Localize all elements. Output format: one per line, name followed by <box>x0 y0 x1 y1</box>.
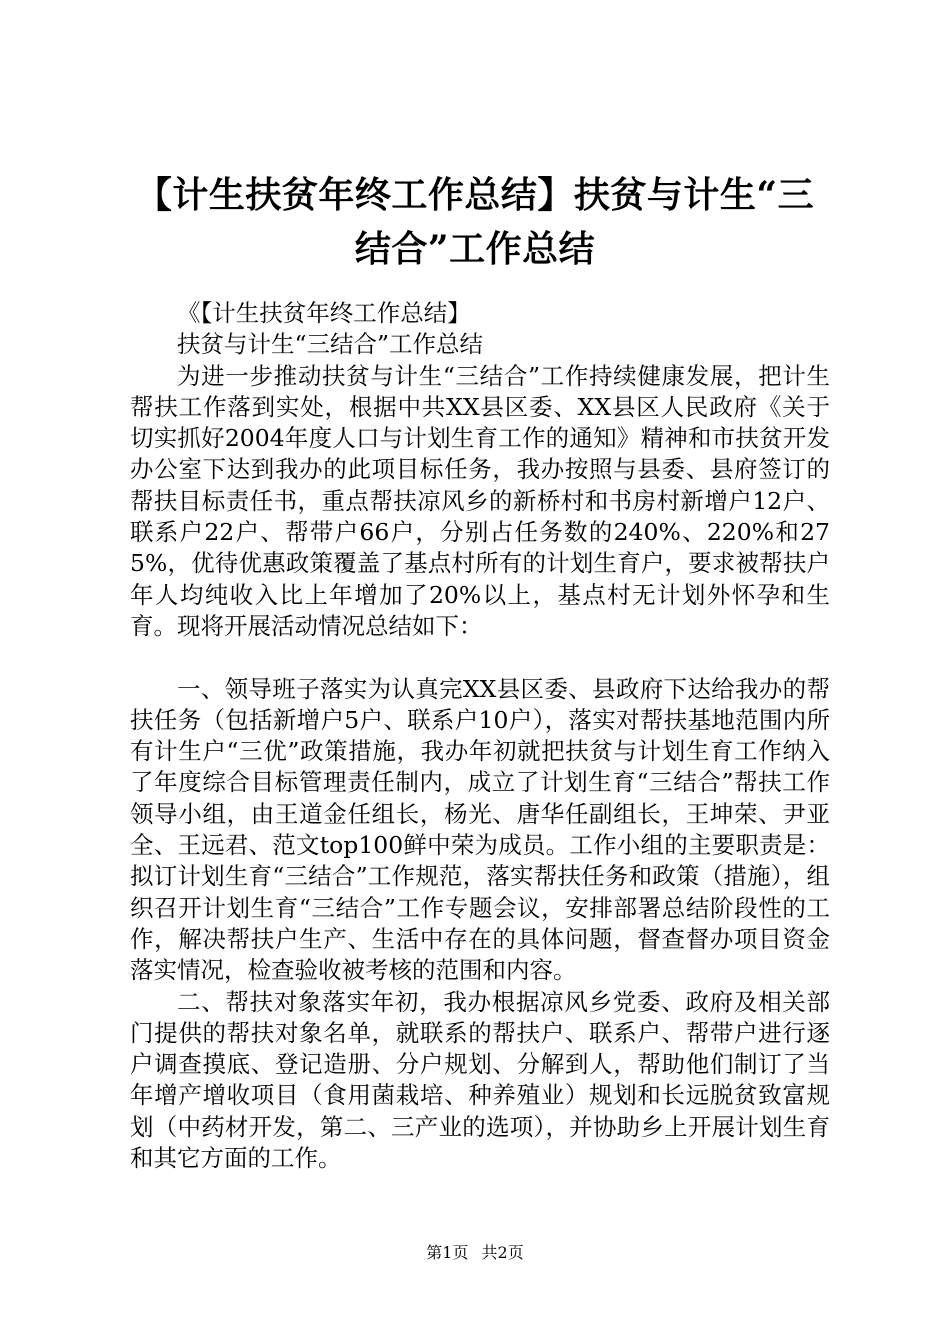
paragraph-section-1: 一、领导班子落实为认真完XX县区委、县政府下达给我办的帮扶任务（包括新增户5户、联系户10户），落实对帮扶基地范围内所有计生户“三优”政策措施，我办年初就把扶贫与计划生育工作纳入了年度综合目标管理责任制内，成立了计划生育“三结合”帮扶工作领导小组，由王道金任组长，杨光、唐华任副组长，王坤荣、尹亚全、王远君、范文top100鲜中荣为成员。工作小组的主要职责是：拟订计划生育“三结合”工作规范，落实帮扶任务和政策（措施），组织召开计划生育“三结合”工作专题会议，安排部署总结阶段性的工作，解决帮扶户生产、生活中存在的具体问题，督查督办项目资金落实情况，检查验收被考核的范围和内容。 <box>130 674 830 985</box>
document-title: 【计生扶贫年终工作总结】扶贫与计生“三结合”工作总结 <box>135 174 815 270</box>
page-footer <box>0 1243 950 1263</box>
paragraph-heading-1: 《【计生扶贫年终工作总结】 <box>177 299 471 327</box>
document-body <box>130 298 830 1174</box>
paragraph-intro: 为进一步推动扶贫与计生“三结合”工作持续健康发展，把计生帮扶工作落到实处，根据中共XX县区委、XX县区人民政府《关于切实抓好2004年度人口与计划生育工作的通知》精神和市扶贫开发办公室下达到我办的此项目标任务，我办按照与县委、县府签订的帮扶目标责任书，重点帮扶凉风乡的新桥村和书房村新增户12户、联系户22户、帮带户66户，分别占任务数的240%、220%和275%，优待优惠政策覆盖了基点村所有的计划生育户，要求被帮扶户年人均纯收入比上年增加了20%以上，基点村无计划外怀孕和生育。现将开展活动情况总结如下： <box>130 361 830 640</box>
paragraph-section-2: 二、帮扶对象落实年初，我办根据凉风乡党委、政府及相关部门提供的帮扶对象名单，就联系的帮扶户、联系户、帮带户进行逐户调查摸底、登记造册、分户规划、分解到人，帮助他们制订了当年增产增收项目（食用菌栽培、种养殖业）规划和长远脱贫致富规划（中药材开发，第二、三产业的选项），并协助乡上开展计划生育和其它方面的工作。 <box>130 987 830 1173</box>
page-total: 共2页 <box>481 1243 524 1262</box>
page-number: 第1页 <box>426 1243 469 1262</box>
paragraph-heading-2: 扶贫与计生“三结合”工作总结 <box>177 330 484 359</box>
